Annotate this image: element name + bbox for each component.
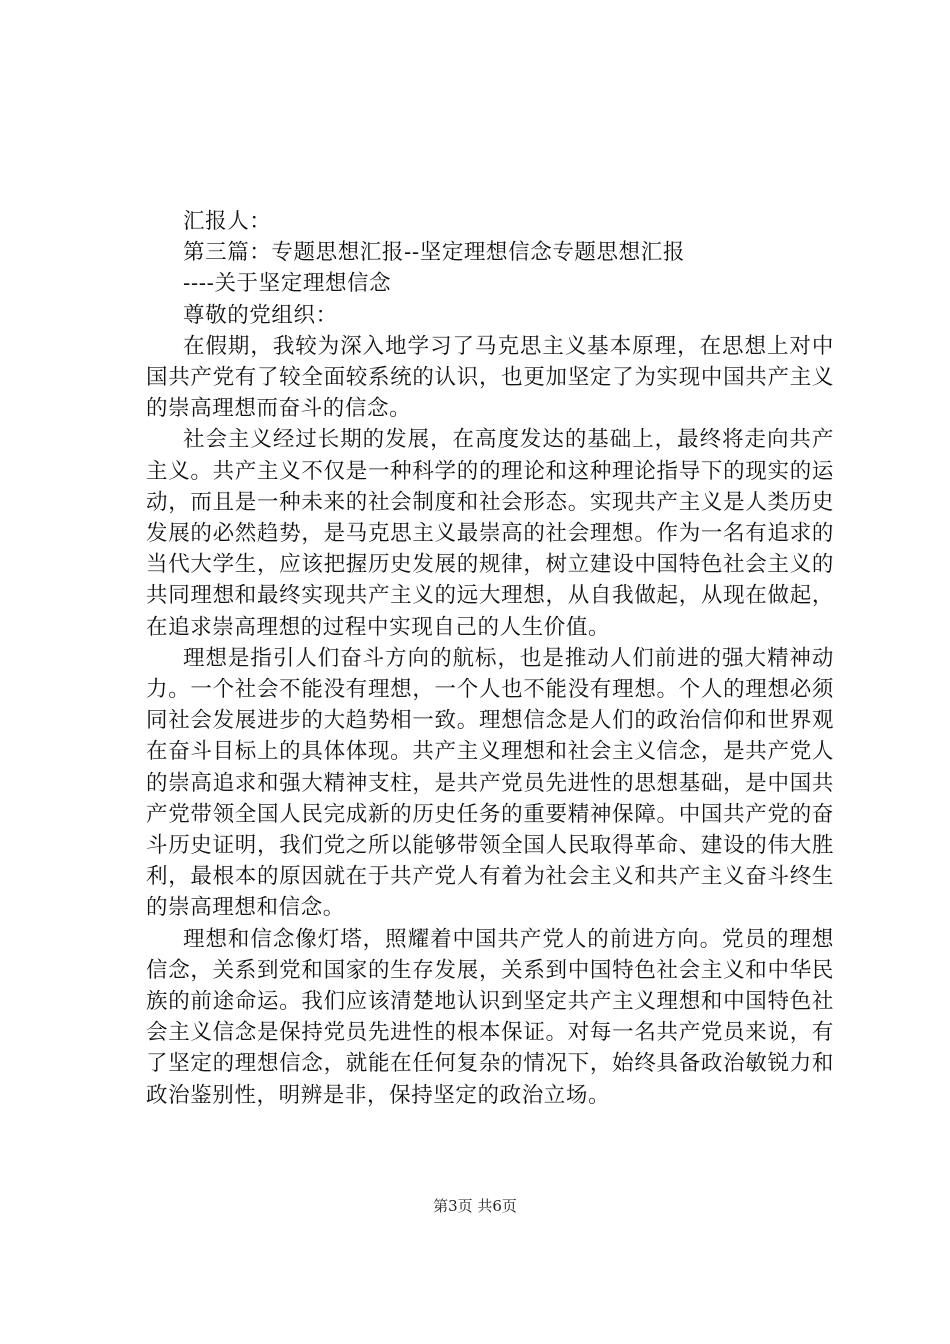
paragraph-4: 理想和信念像灯塔，照耀着中国共产党人的前进方向。党员的理想信念，关系到党和国家的生存发展，关系到中国特色社会主义和中华民族的前途命运。我们应该清楚地认识到坚定共产主义理想和中国特色社会主义信念是保持党员先进性的根本保证。对每一名共产党员来说，有了坚定的理想信念，就能在任何复杂的情况下，始终具备政治敏锐力和政治鉴别性，明辨是非，保持坚定的政治立场。: [146, 926, 834, 1108]
subtitle: ----关于坚定理想信念: [183, 271, 392, 297]
paragraph-2: 社会主义经过长期的发展，在高度发达的基础上，最终将走向共产主义。共产主义不仅是一种科学的的理论和这种理论指导下的现实的运动，而且是一种未来的社会制度和社会形态。实现共产主义是人类历史发展的必然趋势，是马克思主义最崇高的社会理想。作为一名有追求的当代大学生，应该把握历史发展的规律，树立建设中国特色社会主义的共同理想和最终实现共产主义的远大理想，从自我做起，从现在做起，在追求崇高理想的过程中实现自己的人生价值。: [146, 427, 834, 640]
paragraph-3: 理想是指引人们奋斗方向的航标，也是推动人们前进的强大精神动力。一个社会不能没有理想，一个人也不能没有理想。个人的理想必须同社会发展进步的大趋势相一致。理想信念是人们的政治信仰和世界观在奋斗目标上的具体体现。共产主义理想和社会主义信念，是共产党人的崇高追求和强大精神支柱，是共产党员先进性的思想基础，是中国共产党带领全国人民完成新的历史任务的重要精神保障。中国共产党的奋斗历史证明，我们党之所以能够带领全国人民取得革命、建设的伟大胜利，最根本的原因就在于共产党人有着为社会主义和共产主义奋斗终生的崇高理想和信念。: [146, 645, 834, 921]
paragraph-1: 在假期，我较为深入地学习了马克思主义基本原理，在思想上对中国共产党有了较全面较系统的认识，也更加坚定了为实现中国共产主义的崇高理想而奋斗的信念。: [146, 333, 834, 422]
section-title: 第三篇：专题思想汇报--坚定理想信念专题思想汇报: [183, 240, 685, 266]
reporter-label: 汇报人：: [183, 209, 272, 234]
salutation: 尊敬的党组织：: [183, 302, 338, 328]
document-body: [146, 206, 834, 1111]
page-footer: 第3页 共6页: [433, 1197, 517, 1215]
